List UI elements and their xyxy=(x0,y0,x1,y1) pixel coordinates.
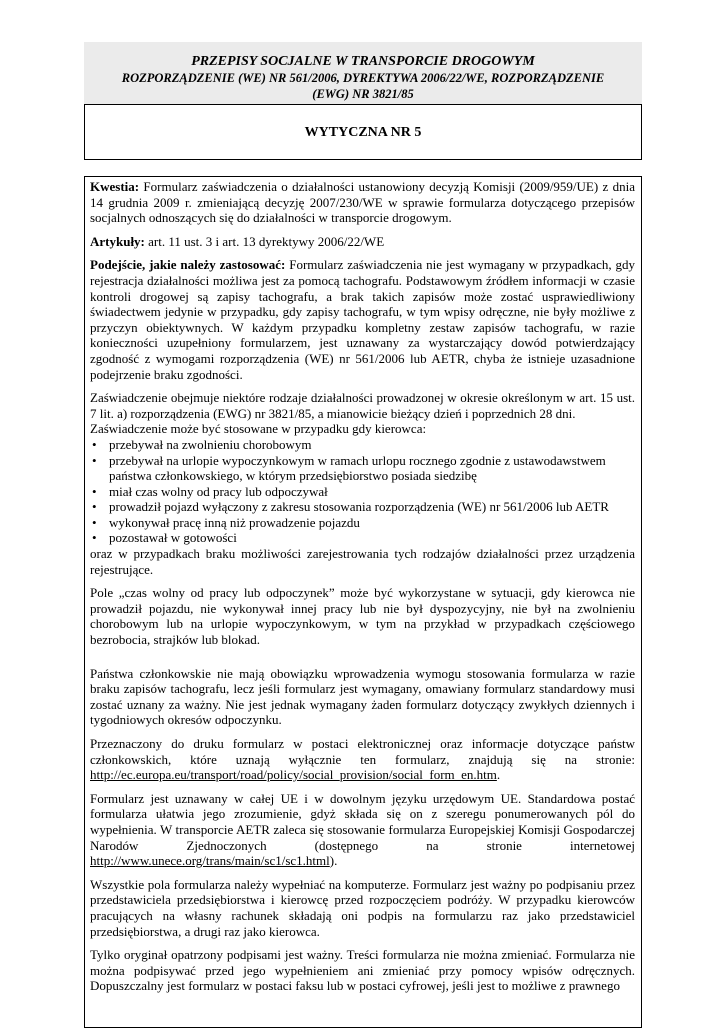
spacer xyxy=(90,656,635,666)
unece-link[interactable]: http://www.unece.org/trans/main/sc1/sc1.html xyxy=(90,853,330,869)
list-item-text: przebywał na zwolnieniu chorobowym xyxy=(109,436,312,452)
bullet-icon: • xyxy=(92,499,97,515)
articles-label: Artykuły: xyxy=(90,233,145,249)
list-item xyxy=(90,530,635,546)
bullet-icon: • xyxy=(92,483,97,499)
recognition-after: ). xyxy=(329,853,338,869)
social-form-link[interactable]: http://ec.europa.eu/transport/road/policy/social_provision/social_form_en.htm xyxy=(90,767,497,783)
approach-text: Formularz zaświadczenia nie jest wymagany w przypadkach, gdy rejestracja działalności możliwa jest za pomocą tachografu. Podstawowym źródłem informacji w czasie kontroli drogowej są zapisy tachografu, a brak takich zapisów może zostać usprawiedliwiony świadectwem jedynie w przypadku, gdy zapisy tachografu, w tym wpisy odręczne, nie były możliwe z przyczyn obiektywnych. W każdym przypadku kompletny zestaw zapisów tachografu, w razie konieczności uzupełniony formularzem, jest uznawany za wystarczający dowód potwierdzający zgodność z wymogami rozporządzenia (WE) nr 561/2006 lub AETR, chyba że istnieje uzasadnione podejrzenie braku zgodności. xyxy=(90,257,635,382)
list-item-text: wykonywał pracę inną niż prowadzenie pojazdu xyxy=(109,514,360,530)
issue-paragraph xyxy=(90,179,635,226)
issue-label: Kwestia: xyxy=(90,179,140,194)
header-regulation-number: (EWG) NR 3821/85 xyxy=(312,87,414,101)
header-regulations-line: ROZPORZĄDZENIE (WE) NR 561/2006, DYREKTYWA 2006/22/WE, ROZPORZĄDZENIE xyxy=(121,71,605,85)
list-item xyxy=(90,515,635,531)
list-item xyxy=(90,499,635,515)
scope-paragraph: Zaświadczenie obejmuje niektóre rodzaje działalności prowadzonej w okresie określonym w art. 15 ust. 7 lit. a) rozporządzenia (EWG) nr 3821/85, a mianowicie bieżący dzień i poprzednich 28 dni. xyxy=(90,390,635,421)
print-after: . xyxy=(496,767,501,783)
conditions-list xyxy=(90,437,635,546)
guideline-title-box xyxy=(84,104,642,160)
recognition-text: Formularz jest uznawany w całej UE i w dowolnym języku urzędowym UE. Standardowa postać formularza ułatwia jego zrozumienie, gdyż składa się on z szeregu ponumerowanych pól do wypełnienia. W transporcie AETR zaleca się stosowanie formularza Europejskiej Komisji Gospodarczej Narodów Zjednoczonych (dostępnego na stronie internetowej xyxy=(90,790,635,853)
list-item xyxy=(90,437,635,453)
bullet-icon: • xyxy=(92,452,97,468)
computer-paragraph: Wszystkie pola formularza należy wypełniać na komputerze. Formularz jest ważny po podpisaniu przez przedstawiciela przedsiębiorstwa i kierowcę przed rozpoczęciem podróży. W przypadku kierowców pracujących na własny rachunek składają oni podpis na formularzu raz jako przedstawiciel przedsiębiorstwa, a drugi raz jako kierowca. xyxy=(90,876,635,939)
print-text: Przeznaczony do druku formularz w postaci elektronicznej oraz informacje dotyczące państw członkowskich, które uznają wyłącznie ten formularz, znajdują się na stronie: xyxy=(90,736,635,767)
list-item-text: przebywał na urlopie wypoczynkowym w ramach urlopu rocznego zgodnie z ustawodawstwem państwa członkowskiego, w którym przedsiębiorstwo posiada siedzibę xyxy=(109,452,606,484)
print-paragraph xyxy=(90,736,635,783)
issue-text: Formularz zaświadczenia o działalności ustanowiony decyzją Komisji (2009/959/UE) z dnia 14 grudnia 2009 r. zmieniającą decyzję 2007/230/WE w sprawie formularza dotyczącego przepisów socjalnych odnoszących się do działalności w transporcie drogowym. xyxy=(90,179,635,226)
articles-paragraph xyxy=(90,234,635,250)
bullet-icon: • xyxy=(92,514,97,530)
scope-closing-paragraph: oraz w przypadkach braku możliwości zarejestrowania tych rodzajów działalności przez urządzenia rejestrujące. xyxy=(90,546,635,577)
list-item xyxy=(90,484,635,500)
bullet-icon: • xyxy=(92,530,97,546)
guideline-content-box xyxy=(84,176,642,1028)
approach-paragraph xyxy=(90,257,635,382)
recognition-paragraph xyxy=(90,791,635,869)
list-item-text: pozostawał w gotowości xyxy=(109,530,237,546)
list-item-text: miał czas wolny od pracy lub odpoczywał xyxy=(109,483,328,499)
member-states-paragraph: Państwa członkowskie nie mają obowiązku wprowadzenia wymogu stosowania formularza w razie braku zapisów tachografu, lecz jeśli formularz jest wymagany, omawiany formularz standardowy musi zostać uznany za ważny. Nie jest jednak wymagany żaden formularz dotyczący zwykłych dziennych i tygodniowych okresów odpoczynku. xyxy=(90,665,635,728)
regulation-header xyxy=(84,42,642,104)
articles-text: art. 11 ust. 3 i art. 13 dyrektywy 2006/22/WE xyxy=(144,233,385,249)
list-item xyxy=(90,453,635,484)
guideline-title: WYTYCZNA NR 5 xyxy=(304,125,422,140)
bullet-icon: • xyxy=(92,436,97,452)
original-paragraph: Tylko oryginał opatrzony podpisami jest ważny. Treści formularza nie można zmieniać. Formularza nie można podpisywać przed jego wypełnieniem ani zmieniać przy pomocy wpisów odręcznych. Dopuszczalny jest formularz w postaci faksu lub w postaci cyfrowej, jeśli jest to możliwe z prawnego xyxy=(90,947,635,994)
header-title: PRZEPISY SOCJALNE W TRANSPORCIE DROGOWYM xyxy=(191,54,535,69)
list-item-text: prowadził pojazd wyłączony z zakresu stosowania rozporządzenia (WE) nr 561/2006 lub AETR xyxy=(109,499,609,515)
scope-intro: Zaświadczenie może być stosowane w przypadku gdy kierowca: xyxy=(90,421,427,437)
approach-label: Podejście, jakie należy zastosować: xyxy=(90,257,286,273)
free-time-paragraph: Pole „czas wolny od pracy lub odpoczynek” może być wykorzystane w sytuacji, gdy kierowca nie prowadził pojazdu, nie wykonywał innej pracy lub nie był dyspozycyjny, nie był na zwolnieniu chorobowym lub na urlopie wypoczynkowym, w tym na przykład w przypadkach częściowego bezrobocia, strajków lub blokad. xyxy=(90,585,635,648)
